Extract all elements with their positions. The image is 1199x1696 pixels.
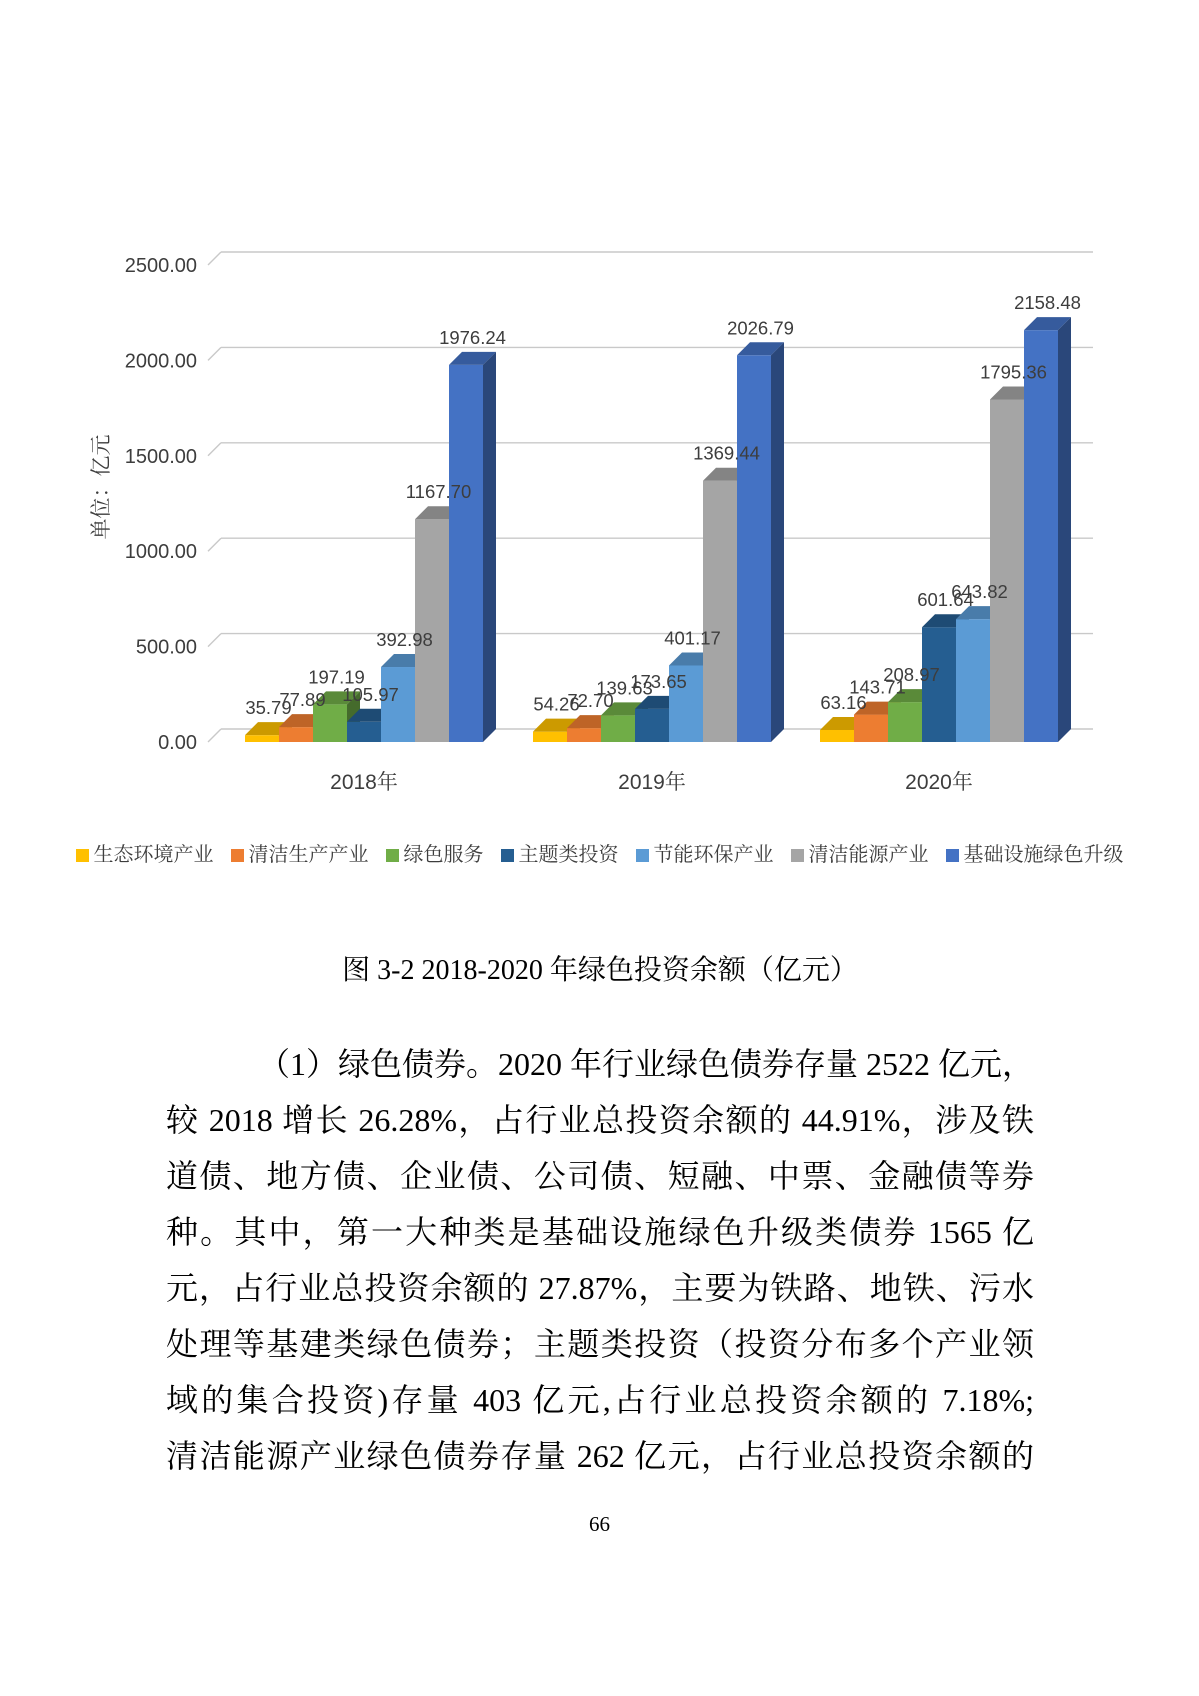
x-axis-label: 2019年 [618, 771, 686, 794]
bar [279, 727, 313, 742]
y-tick-label: 1000.00 [124, 541, 197, 564]
bar [347, 722, 381, 742]
bar [703, 481, 737, 742]
x-axis-label: 2020年 [905, 771, 973, 794]
legend-label: 清洁能源产业 [808, 844, 929, 866]
bar-value-label: 643.82 [951, 581, 1008, 603]
x-axis-label: 2018年 [330, 771, 398, 794]
body-line: 道债、地方债、企业债、公司债、短融、中票、金融债等券 [166, 1158, 1034, 1194]
bar-value-label: 2026.79 [727, 317, 794, 339]
legend-item [501, 843, 619, 867]
body-line: 清洁能源产业绿色债券存量 262 亿元，占行业总投资余额的 [166, 1438, 1034, 1474]
legend-item [636, 843, 774, 867]
legend-label: 清洁生产产业 [248, 844, 369, 866]
legend-label: 主题类投资 [518, 844, 619, 866]
bar-value-label: 392.98 [376, 629, 433, 651]
bar-value-label: 139.63 [596, 677, 653, 699]
legend-item [76, 843, 214, 867]
legend-swatch-icon [636, 849, 649, 862]
bar [245, 735, 279, 742]
body-line: 元，占行业总投资余额的 27.87%，主要为铁路、地铁、污水 [166, 1270, 1034, 1306]
bar-value-label: 72.70 [567, 690, 614, 712]
bar-value-label: 197.19 [308, 666, 365, 688]
bar [820, 730, 854, 742]
body-line: 域的集合投资)存量 403 亿元,占行业总投资余额的 7.18%; [166, 1382, 1034, 1418]
bar-value-label: 35.79 [245, 697, 292, 719]
legend-swatch-icon [946, 849, 959, 862]
bar-side-face [771, 342, 784, 742]
legend-item [231, 843, 369, 867]
legend-swatch-icon [791, 849, 804, 862]
bar [533, 732, 567, 742]
legend-label: 基础设施绿色升级 [963, 844, 1124, 866]
y-tick-label: 2500.00 [124, 255, 197, 277]
bar [567, 728, 601, 742]
bar [956, 619, 990, 742]
legend-swatch-icon [386, 849, 399, 862]
body-line: 处理等基建类绿色债券；主题类投资（投资分布多个产业领 [166, 1326, 1034, 1362]
bar-value-label: 1369.44 [693, 442, 760, 464]
body-line: 较 2018 增长 26.28%，占行业总投资余额的 44.91%，涉及铁 [166, 1102, 1034, 1138]
axis-depth-tick [208, 347, 221, 360]
axis-depth-tick [208, 252, 221, 265]
axis-depth-tick [208, 538, 221, 551]
bar [854, 715, 888, 742]
chart-legend [0, 843, 1199, 867]
bar-value-label: 173.65 [630, 670, 687, 692]
legend-swatch-icon [76, 849, 89, 862]
legend-item [386, 843, 484, 867]
bar [635, 709, 669, 742]
axis-depth-tick [208, 443, 221, 456]
bar [888, 702, 922, 742]
legend-swatch-icon [501, 849, 514, 862]
bar-value-label: 601.64 [917, 589, 974, 611]
bar [990, 399, 1024, 742]
body-line: （1）绿色债券。2020 年行业绿色债券存量 2522 亿元， [258, 1046, 1035, 1082]
body-line: 种。其中，第一大种类是基础设施绿色升级类债券 1565 亿 [166, 1214, 1034, 1250]
green-investment-3d-bar-chart [0, 0, 1199, 810]
bar-value-label: 77.89 [279, 689, 326, 711]
bar-value-label: 208.97 [883, 664, 940, 686]
legend-label: 节能环保产业 [653, 844, 774, 866]
legend-item [791, 843, 929, 867]
y-tick-label: 1500.00 [124, 445, 197, 468]
bar-value-label: 63.16 [820, 691, 867, 713]
bar [601, 715, 635, 742]
bar [449, 365, 483, 742]
legend-label: 生态环境产业 [93, 844, 214, 866]
page-number: 66 [589, 1512, 610, 1536]
bar-side-face [1058, 317, 1071, 742]
y-tick-label: 0.00 [158, 732, 197, 754]
y-axis-title: 单位：亿元 [90, 434, 113, 540]
legend-item [946, 843, 1124, 867]
legend-swatch-icon [231, 849, 244, 862]
bar-value-label: 143.71 [849, 676, 906, 698]
body-paragraph [166, 1036, 1034, 1484]
legend-label: 绿色服务 [403, 844, 484, 866]
bar-value-label: 1795.36 [980, 361, 1047, 383]
y-tick-label: 2000.00 [124, 350, 197, 373]
bar-value-label: 54.26 [533, 693, 580, 715]
figure-caption: 图 3-2 2018-2020 年绿色投资余额（亿元） [342, 955, 858, 986]
axis-depth-tick [208, 729, 221, 742]
bar-value-label: 105.97 [342, 683, 399, 705]
bar [737, 355, 771, 742]
bar-value-label: 1976.24 [439, 326, 506, 348]
bar-value-label: 2158.48 [1014, 292, 1081, 314]
bar-side-face [483, 352, 496, 742]
y-tick-label: 500.00 [135, 636, 197, 659]
bar [1024, 330, 1058, 742]
bar-value-label: 1167.70 [405, 481, 472, 503]
bar-value-label: 401.17 [664, 627, 721, 649]
axis-depth-tick [208, 634, 221, 647]
